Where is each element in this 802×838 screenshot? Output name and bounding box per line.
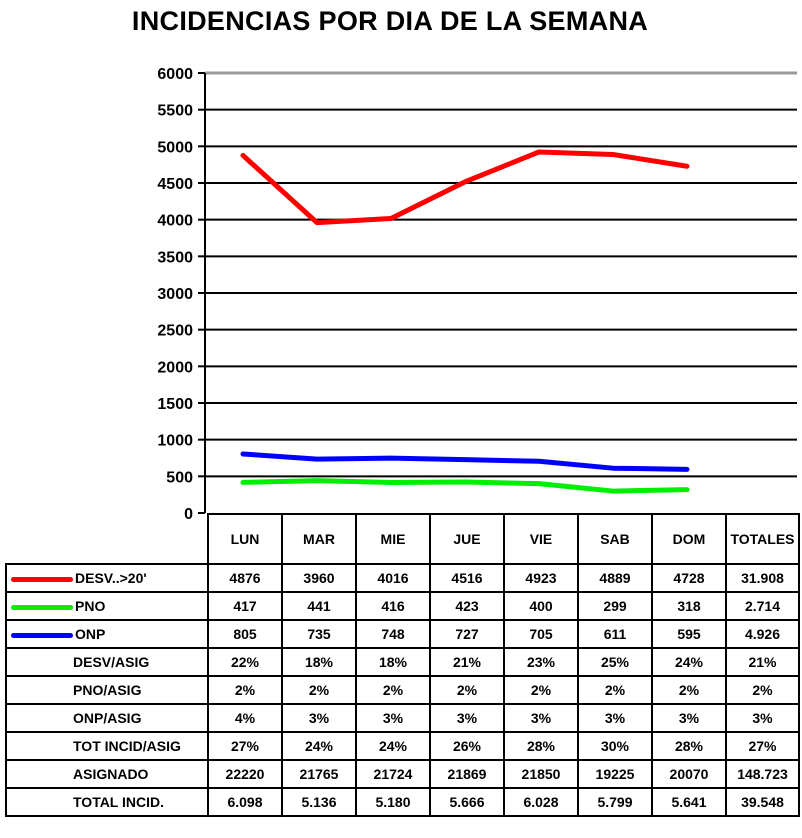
row-label: ASIGNADO [6, 760, 208, 788]
data-label: 423 [430, 592, 504, 620]
table-cell: 25% [578, 648, 652, 676]
table-row [6, 648, 799, 676]
table-cell: 22220 [208, 760, 282, 788]
table-cell: 3% [356, 704, 430, 732]
table-cell: 4% [208, 704, 282, 732]
table-cell: 18% [282, 648, 356, 676]
table-cell: 21850 [504, 760, 578, 788]
table-cell: 21724 [356, 760, 430, 788]
table-cell: 148.723 [726, 760, 799, 788]
table-row [6, 788, 799, 816]
y-tick-label: 500 [166, 469, 193, 487]
totals-header: TOTALES [726, 514, 799, 564]
legend-label: DESV..>20' [75, 570, 147, 586]
table-cell: 3% [504, 704, 578, 732]
data-table [5, 513, 800, 817]
legend-entry [6, 564, 208, 592]
data-label: 735 [282, 620, 356, 648]
data-label: 4516 [430, 564, 504, 592]
data-label: 4016 [356, 564, 430, 592]
y-tick-label: 6000 [157, 66, 193, 83]
legend-label: PNO [75, 598, 106, 614]
data-label: 3960 [282, 564, 356, 592]
data-label: 417 [208, 592, 282, 620]
table-cell: 26% [430, 732, 504, 760]
table-cell: 5.641 [652, 788, 726, 816]
data-label: 4889 [578, 564, 652, 592]
data-label: 4876 [208, 564, 282, 592]
table-row [6, 676, 799, 704]
legend-row [6, 620, 799, 648]
series-total: 4.926 [726, 620, 799, 648]
data-label: 611 [578, 620, 652, 648]
data-label: 441 [282, 592, 356, 620]
x-tick-label: JUE [430, 514, 504, 564]
table-cell: 28% [652, 732, 726, 760]
data-label: 4923 [504, 564, 578, 592]
table-row [6, 760, 799, 788]
table-cell: 21765 [282, 760, 356, 788]
table-cell: 2% [430, 676, 504, 704]
table-header-row [6, 514, 799, 564]
row-label: ONP/ASIG [6, 704, 208, 732]
table-cell: 6.028 [504, 788, 578, 816]
y-tick-label: 4500 [157, 176, 193, 193]
row-label: TOT INCID/ASIG [6, 732, 208, 760]
chart-title: INCIDENCIAS POR DIA DE LA SEMANA [131, 6, 649, 36]
table-cell: 5.666 [430, 788, 504, 816]
data-label: 4728 [652, 564, 726, 592]
x-tick-label: SAB [578, 514, 652, 564]
table-cell: 28% [504, 732, 578, 760]
table-cell: 6.098 [208, 788, 282, 816]
y-tick-label: 1000 [157, 432, 193, 450]
x-tick-label: LUN [208, 514, 282, 564]
data-label: 727 [430, 620, 504, 648]
data-label: 416 [356, 592, 430, 620]
table-cell: 2% [726, 676, 799, 704]
table-cell: 21% [430, 648, 504, 676]
data-label: 705 [504, 620, 578, 648]
x-tick-label: MAR [282, 514, 356, 564]
table-cell: 19225 [578, 760, 652, 788]
legend-row [6, 592, 799, 620]
table-cell: 22% [208, 648, 282, 676]
gridlines [205, 73, 797, 513]
table-cell: 24% [652, 648, 726, 676]
y-tick-label: 5000 [157, 139, 193, 157]
series-line [243, 454, 687, 469]
table-cell: 2% [578, 676, 652, 704]
table-cell: 2% [282, 676, 356, 704]
table-cell: 2% [652, 676, 726, 704]
table-cell: 3% [430, 704, 504, 732]
table-cell: 2% [356, 676, 430, 704]
table-cell: 2% [504, 676, 578, 704]
y-tick-label: 3000 [157, 286, 193, 303]
legend-swatch [11, 633, 73, 638]
table-row [6, 732, 799, 760]
row-label: DESV/ASIG [6, 648, 208, 676]
row-label: PNO/ASIG [6, 676, 208, 704]
table-cell: 21869 [430, 760, 504, 788]
legend-row [6, 564, 799, 592]
table-cell: 27% [726, 732, 799, 760]
data-label: 748 [356, 620, 430, 648]
table-cell: 2% [208, 676, 282, 704]
table-cell: 3% [282, 704, 356, 732]
table-cell: 18% [356, 648, 430, 676]
legend-entry [6, 592, 208, 620]
series-total: 2.714 [726, 592, 799, 620]
table-cell: 5.136 [282, 788, 356, 816]
legend-label: ONP [75, 626, 106, 642]
legend-swatch [11, 577, 73, 582]
x-tick-label: MIE [356, 514, 430, 564]
x-tick-label: VIE [504, 514, 578, 564]
table-cell: 24% [282, 732, 356, 760]
y-tick-label: 2500 [157, 322, 193, 340]
table-cell: 20070 [652, 760, 726, 788]
y-tick-label: 5500 [157, 102, 193, 120]
table-cell: 27% [208, 732, 282, 760]
series-line [243, 152, 687, 223]
table-cell: 5.180 [356, 788, 430, 816]
data-label: 595 [652, 620, 726, 648]
x-tick-label: DOM [652, 514, 726, 564]
table-corner [6, 514, 208, 564]
table-row [6, 704, 799, 732]
table-cell: 24% [356, 732, 430, 760]
y-tick-label: 1500 [157, 396, 193, 413]
data-label: 400 [504, 592, 578, 620]
row-label: TOTAL INCID. [6, 788, 208, 816]
table-cell: 3% [652, 704, 726, 732]
y-tick-label: 2000 [157, 359, 193, 377]
table-cell: 39.548 [726, 788, 799, 816]
table-cell: 30% [578, 732, 652, 760]
table-cell: 5.799 [578, 788, 652, 816]
table-cell: 23% [504, 648, 578, 676]
data-label: 318 [652, 592, 726, 620]
table-cell: 3% [578, 704, 652, 732]
y-tick-label: 3500 [157, 249, 193, 267]
series-total: 31.908 [726, 564, 799, 592]
legend-swatch [11, 605, 73, 610]
legend-entry [6, 620, 208, 648]
table-cell: 3% [726, 704, 799, 732]
data-label: 805 [208, 620, 282, 648]
data-label: 299 [578, 592, 652, 620]
y-axis-ticks [157, 66, 205, 520]
table-cell: 21% [726, 648, 799, 676]
y-tick-label: 0 [184, 506, 193, 520]
y-tick-label: 4000 [157, 212, 193, 230]
series-line [243, 481, 687, 491]
